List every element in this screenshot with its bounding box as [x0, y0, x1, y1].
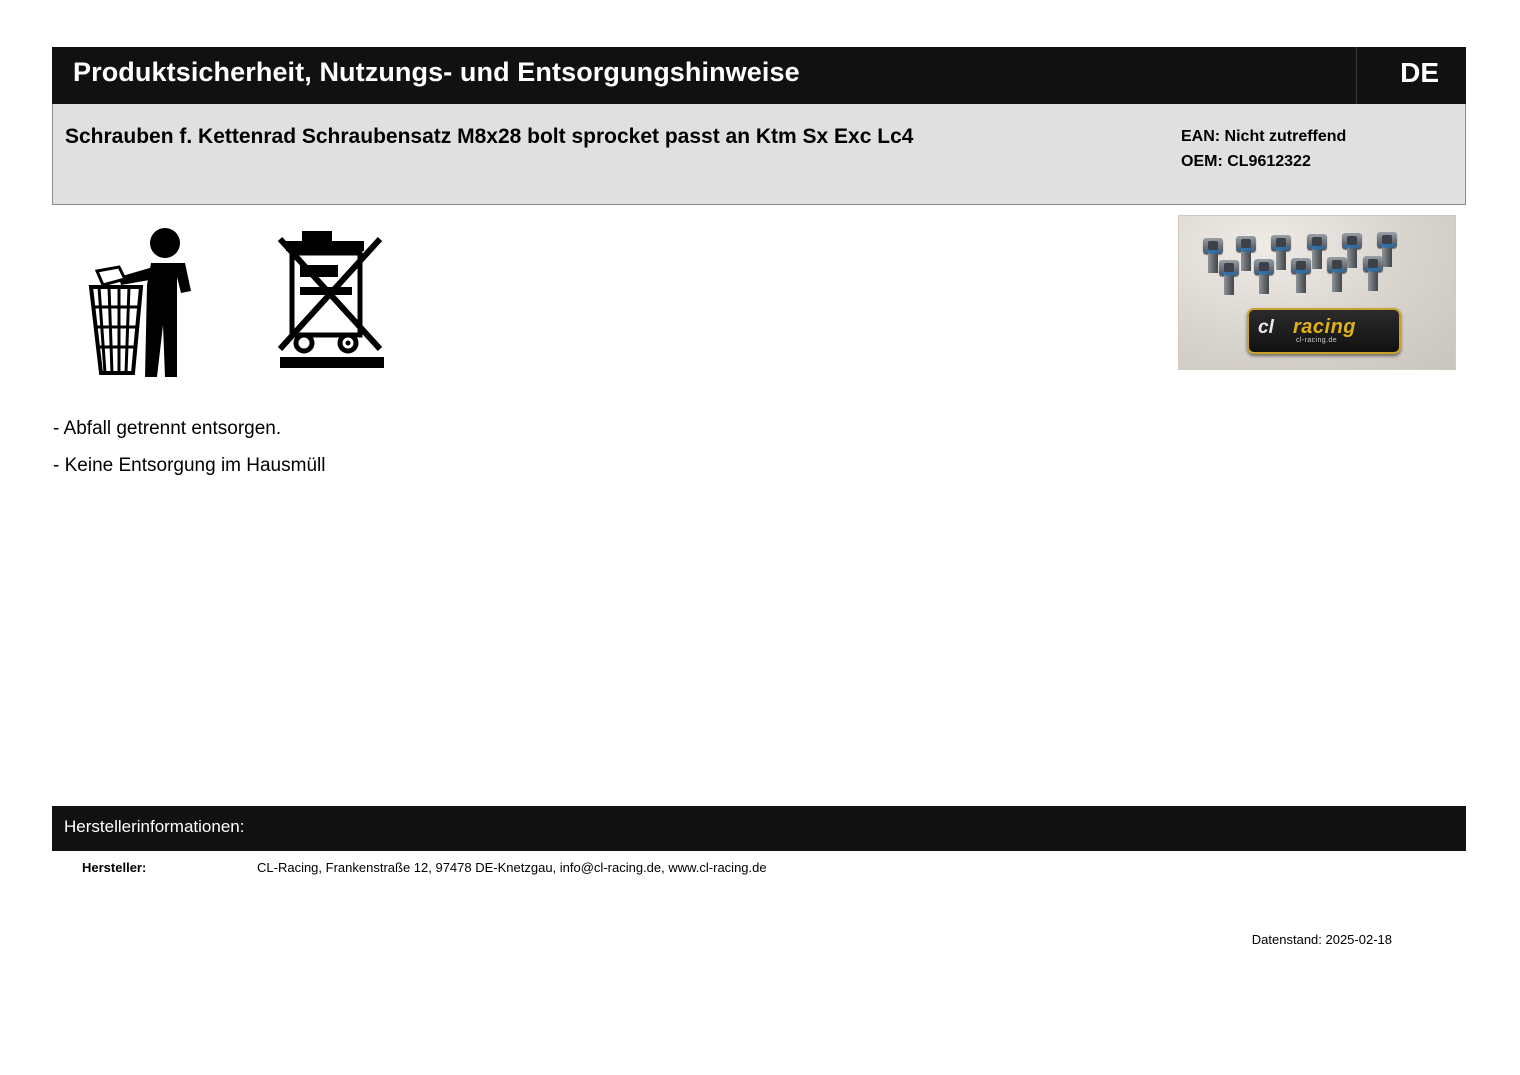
bolt-shank: [1224, 273, 1234, 295]
bolt-shank: [1276, 248, 1286, 270]
identifier-block: [1181, 124, 1346, 174]
bolt-shank: [1312, 247, 1322, 269]
bolt-head: [1259, 262, 1269, 271]
bolt-shank: [1296, 271, 1306, 293]
bolt-head: [1368, 259, 1378, 268]
bolt-head: [1276, 238, 1286, 247]
bolt-shank: [1368, 269, 1378, 291]
bolt-shank: [1208, 251, 1218, 273]
manufacturer-row: [52, 860, 1466, 882]
bolt-item: [1342, 233, 1362, 249]
bolt-item: [1307, 234, 1327, 250]
bolt-head: [1224, 263, 1234, 272]
product-header: [52, 104, 1466, 205]
weee-crossed-out-wheelie-bin-icon: [272, 225, 394, 370]
bolt-head: [1382, 235, 1392, 244]
bolt-item: [1203, 238, 1223, 254]
note-item: - Keine Entsorgung im Hausmüll: [53, 455, 326, 476]
bolt-shank: [1382, 245, 1392, 267]
bolt-item: [1291, 258, 1311, 274]
dispose-in-bin-icon: [85, 225, 215, 380]
brand-logo-cl: cl: [1258, 317, 1274, 338]
datestamp: Datenstand: 2025-02-18: [1251, 932, 1392, 947]
manufacturer-value: CL-Racing, Frankenstraße 12, 97478 DE-Knetzgau, info@cl-racing.de, www.cl-racing.de: [257, 860, 767, 875]
bolt-head: [1332, 260, 1342, 269]
product-photo: [1178, 215, 1456, 370]
bolt-shank: [1259, 272, 1269, 294]
bolt-item: [1271, 235, 1291, 251]
bolt-item: [1363, 256, 1383, 272]
language-badge: DE: [1400, 57, 1439, 88]
manufacturer-section-label: Herstellerinformationen:: [64, 817, 245, 836]
language-badge-box: [1356, 47, 1412, 104]
bolt-head: [1296, 261, 1306, 270]
bolt-head: [1312, 237, 1322, 246]
bolt-item: [1219, 260, 1239, 276]
oem-label: OEM: CL9612322: [1181, 153, 1311, 170]
bolt-shank: [1241, 249, 1251, 271]
bolt-item: [1236, 236, 1256, 252]
page-title: Produktsicherheit, Nutzungs- und Entsorgungshinweise: [73, 57, 800, 87]
bolt-shank: [1347, 246, 1357, 268]
bolt-shank: [1332, 270, 1342, 292]
ean-label: EAN: Nicht zutreffend: [1181, 128, 1347, 145]
brand-logo: [1247, 308, 1401, 354]
bolt-item: [1377, 232, 1397, 248]
bolt-item: [1327, 257, 1347, 273]
disposal-notes: [53, 410, 953, 484]
header-bar: [52, 47, 1466, 104]
bolt-head: [1241, 239, 1251, 248]
brand-logo-sub: cl-racing.de: [1296, 337, 1337, 344]
bolt-head: [1208, 241, 1218, 250]
bolt-head: [1347, 236, 1357, 245]
manufacturer-key: Hersteller:: [82, 860, 147, 875]
note-item: - Abfall getrennt entsorgen.: [53, 418, 282, 439]
manufacturer-section-bar: [52, 806, 1466, 851]
brand-logo-racing: racing: [1293, 316, 1357, 338]
product-title: Schrauben f. Kettenrad Schraubensatz M8x28 bolt sprocket passt an Ktm Sx Exc Lc4: [65, 125, 914, 148]
bolt-item: [1254, 259, 1274, 275]
